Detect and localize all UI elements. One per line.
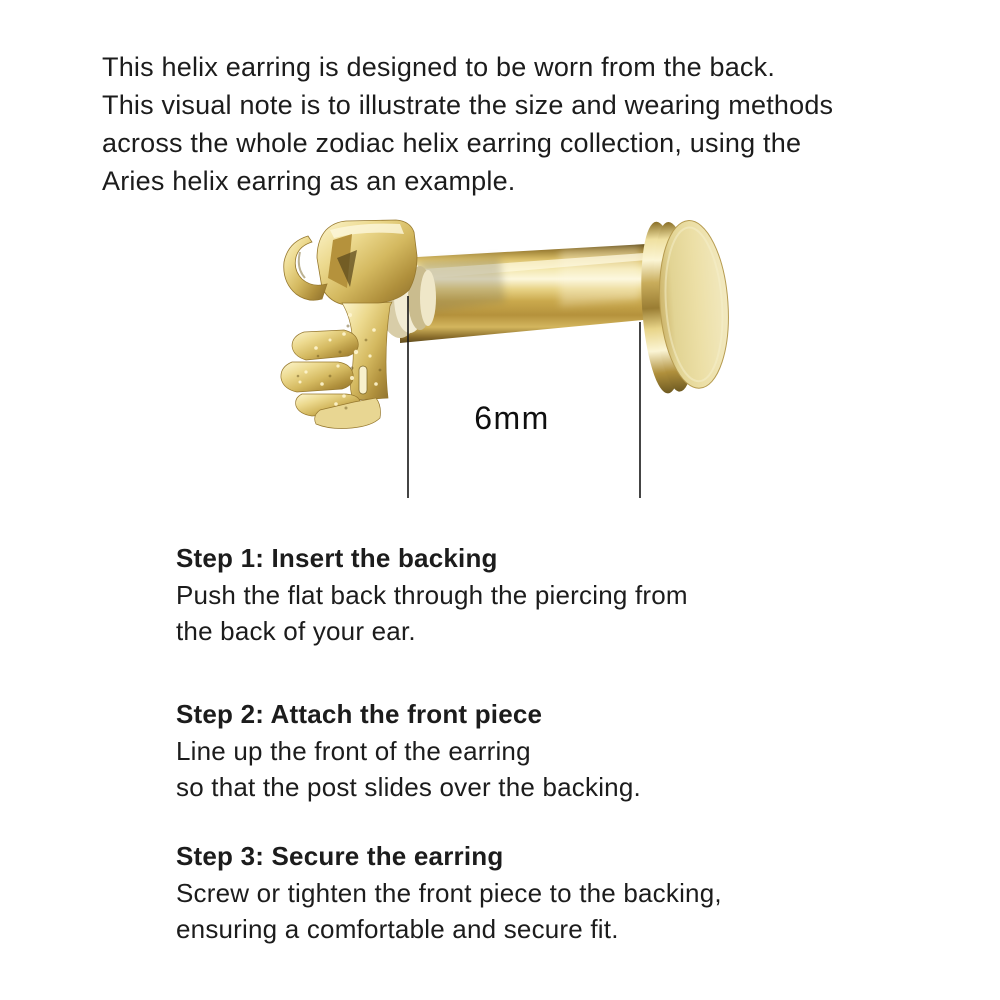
step-1-text-line: Push the flat back through the piercing from [176,579,688,610]
step-3-title: Step 3: Secure the earring [176,841,504,871]
step-3-block [176,838,722,948]
step-2-block [176,696,641,806]
step-2-text-line: so that the post slides over the backing. [176,772,641,802]
step-3-text-line: ensuring a comfortable and secure fit. [176,914,619,944]
step-3-text-line: Screw or tighten the front piece to the backing, [176,877,722,908]
flat-back-disc [636,217,734,395]
earring-post [400,243,664,343]
step-1-title: Step 1: Insert the backing [176,543,498,573]
earring-illustration [270,200,740,520]
intro-line: This helix earring is designed to be worn from the back. [102,52,776,82]
step-2-text-line: Line up the front of the earring [176,735,531,766]
step-1-block [176,540,688,650]
step-2-title: Step 2: Attach the front piece [176,699,543,729]
earring-size-diagram [270,200,740,520]
intro-paragraph [102,48,833,200]
measurement-label: 6mm [474,400,550,436]
intro-line: Aries helix earring as an example. [102,166,516,196]
step-1-text-line: the back of your ear. [176,616,416,646]
intro-line: This visual note is to illustrate the size and wearing methods [102,90,834,120]
intro-line: across the whole zodiac helix earring collection, using the [102,128,802,158]
